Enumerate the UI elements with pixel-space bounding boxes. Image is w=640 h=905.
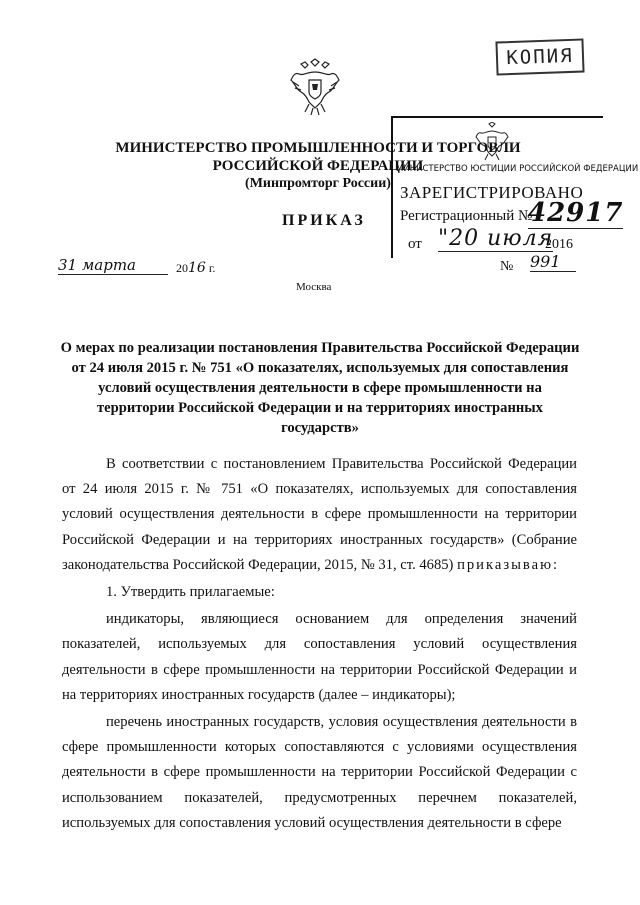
registration-number-label: Регистрационный № (400, 208, 533, 224)
item-1: 1. Утвердить прилагаемые: (106, 584, 275, 601)
order-date-handwritten: 31 марта (58, 256, 168, 275)
order-number: 991 (530, 252, 576, 272)
coat-of-arms-emblem (289, 58, 341, 116)
document-body (62, 452, 577, 836)
ministry-name: МИНИСТЕРСТВО ПРОМЫШЛЕННОСТИ И ТОРГОВЛИ (115, 140, 521, 156)
registration-date-prefix: от (408, 236, 422, 252)
order-keyword: приказываю: (457, 556, 560, 573)
countries-list-paragraph: перечень иностранных государств, условия осуществления деятельности в сфере промышленности которых сопоставляются с условиями осуществления деятельности в сфере промышленности на территории Российской Федерации с использованием показателей, предусмотренных перечнем показателей, используемых для сопоставления условий осуществления деятельности в сфере (62, 714, 577, 831)
order-title: ПРИКАЗ (282, 212, 366, 229)
registration-year: 2016 (545, 237, 573, 252)
ministry-country: РОССИЙСКОЙ ФЕДЕРАЦИИ (212, 158, 424, 174)
ministry-short-name: (Минпромторг России) (245, 176, 391, 191)
order-year-suffix: г. (208, 261, 216, 275)
preamble-paragraph (62, 452, 577, 578)
registration-number: 42917 (528, 198, 624, 228)
order-year (176, 260, 215, 276)
registration-status: ЗАРЕГИСТРИРОВАНО (400, 183, 584, 202)
document-heading: О мерах по реализации постановления Правительства Российской Федерации от 24 июля 2015 г. № 751 «О показателях, используемых для сопоставления условий осуществления деятельности в сфере промышленности на территории Российской Федерации и на территориях иностранных государств» (60, 340, 580, 436)
preamble-text: В соответствии с постановлением Правительства Российской Федерации от 24 июля 2015 г. № 751 «О показателях, используемых для сопоставления условий осуществления деятельности в сфере промышленности на территории Российской Федерации и на территориях иностранных государств» (Собрание законодательства Российской Федерации, 2015, № 31, ст. 4685) (62, 456, 577, 573)
registration-authority: МИНИСТЕРСТВО ЮСТИЦИИ РОССИЙСКОЙ ФЕДЕРАЦИИ (396, 164, 639, 174)
copy-stamp (495, 38, 584, 75)
order-year-printed: 20 (176, 261, 188, 275)
order-number-label: № (500, 259, 514, 274)
copy-stamp-text: КОПИЯ (506, 44, 574, 70)
indicators-paragraph: индикаторы, являющиеся основанием для определения значений показателей, используемых для сопоставления условий осуществления деятельности в сфере промышленности на территории Российской Федерации и на территориях иностранных государств (далее – индикаторы); (62, 611, 577, 703)
order-date (58, 256, 168, 275)
registration-date: "20 июля (438, 226, 554, 251)
order-year-handwritten: 16 (188, 260, 206, 276)
order-city: Москва (296, 281, 332, 293)
